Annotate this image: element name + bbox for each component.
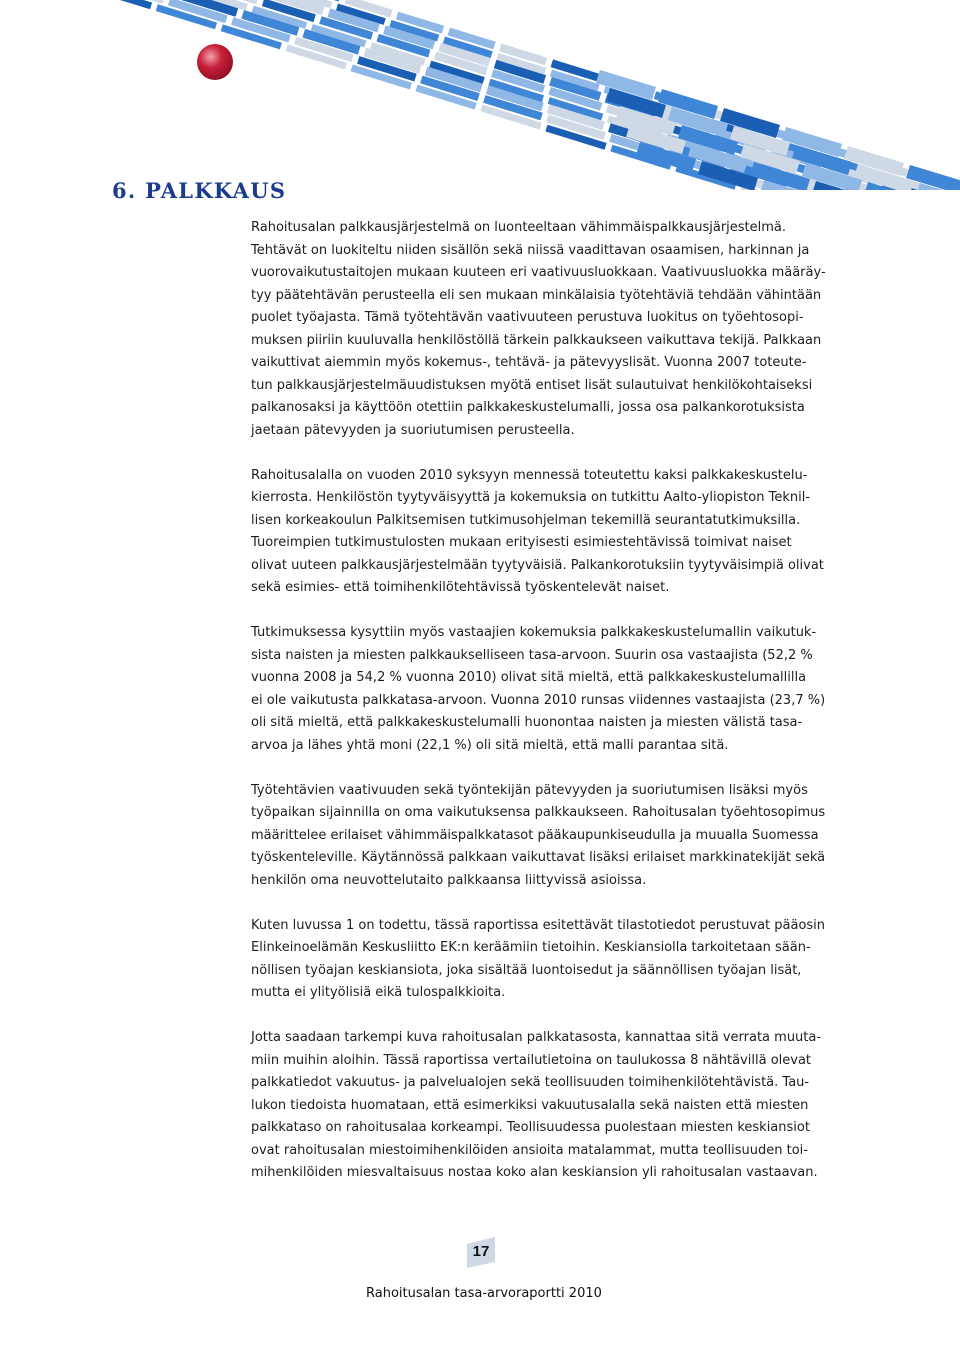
text-line: Rahoitusalalla on vuoden 2010 syksyyn mennessä toteutettu kaksi palkkakeskustelu- <box>251 467 808 483</box>
text-line: mihenkilöiden miesvaltaisuus nostaa koko alan keskiansion yli rahoitusalan vastaavan. <box>251 1165 818 1180</box>
page-number <box>464 1235 498 1269</box>
text-line: sekä esimies- että toimihenkilötehtävissä työskentelevät naiset. <box>251 580 670 595</box>
text-line: tyy päätehtävän perusteella eli sen mukaan minkälaisia työtehtäviä tehdään vähintään <box>251 287 822 303</box>
text-line: vuorovaikutustaitojen mukaan kuuteen eri vaativuusluokkaan. Vaativuusluokka määräy- <box>251 265 826 280</box>
text-line: jaetaan pätevyyden ja suoriutumisen perusteella. <box>251 422 575 438</box>
text-line: miin muihin aloihin. Tässä raportissa vertailutietoina on taulukossa 8 nähtävillä olevat <box>251 1052 812 1068</box>
text-line: palkkataso on rahoitusalaa korkeampi. Teollisuudessa puolestaan miesten keskiansiot <box>251 1120 810 1135</box>
text-line: työpaikan sijainnilla on oma vaikutuksensa palkkaukseen. Rahoitusalan työehtosopimus <box>251 805 826 820</box>
text-line: ovat rahoitusalan miestoimihenkilöiden ansioita matalammat, mutta teollisuuden toi- <box>251 1142 808 1158</box>
text-line: Rahoitusalan palkkausjärjestelmä on luonteeltaan vähimmäispalkkausjärjestelmä. <box>251 220 787 235</box>
banner-tile <box>91 0 152 9</box>
text-line: olivat uuteen palkkausjärjestelmään tyytyväisiä. Palkankorotuksiin tyytyväisimpiä olivat <box>251 557 824 573</box>
red-ball <box>197 44 233 80</box>
text-line: muksen piiriin kuuluvalla henkilöstöllä tärkein palkkaukseen vaikuttava tekijä. Palkkaan <box>251 332 822 348</box>
text-line: työskenteleville. Käytännössä palkkaan vaikuttavat lisäksi erilaiset markkinatekijät sekä <box>251 850 826 865</box>
text-line: sista naisten ja miesten palkkaukselliseen tasa-arvoon. Suurin osa vastaajista (52,2 % <box>251 647 813 663</box>
text-line: nöllisen työajan keskiansiota, joka sisältää luontoisedut ja säännöllisen työajan lisät, <box>251 962 802 978</box>
paragraph <box>251 622 843 757</box>
text-line: Tehtävät on luokiteltu niiden sisällön sekä niissä vaadittavan osaamisen, harkinnan ja <box>251 242 810 258</box>
text-line: kierrosta. Henkilöstön tyytyväisyyttä ja kokemuksia on tutkittu Aalto-yliopiston Teknil- <box>251 490 811 505</box>
text-line: ei ole vaikutusta palkkatasa-arvoon. Vuonna 2010 runsas viidennes vastaajista (23,7 %) <box>251 692 826 708</box>
text-line: lisen korkeakoulun Palkitsemisen tutkimusohjelman tekemillä seurantatutkimuksilla. <box>251 512 801 528</box>
text-line: Tuoreimpien tutkimustulosten mukaan erityisesti esimiestehtävissä toimivat naiset <box>251 535 792 550</box>
text-line: määrittelee erilaiset vähimmäispalkkatasot pääkaupunkiseudulla ja muualla Suomessa <box>251 827 819 843</box>
text-line: Jotta saadaan tarkempi kuva rahoitusalan palkkatasosta, kannattaa sitä verrata muuta- <box>251 1030 822 1045</box>
text-line: tun palkkausjärjestelmäuudistuksen myötä entiset lisät sulautuivat henkilökohtaiseksi <box>251 377 813 393</box>
paragraph <box>251 1027 843 1185</box>
text-line: palkanosaksi ja käyttöön otettiin palkkakeskustelumalli, jossa osa palkankorotuksista <box>251 400 805 415</box>
paragraph <box>251 217 843 442</box>
paragraph <box>251 465 843 600</box>
decorative-banner <box>0 0 960 190</box>
text-line: henkilön oma neuvottelutaito palkkaansa liittyvissä asioissa. <box>251 872 647 888</box>
text-line: Työtehtävien vaativuuden sekä työntekijän pätevyyden ja suoriutumisen lisäksi myös <box>251 782 808 798</box>
body-text <box>251 217 843 1207</box>
text-line: mutta ei ylityölisiä eikä tulospalkkioita. <box>251 985 506 1000</box>
text-line: Kuten luvussa 1 on todettu, tässä raportissa esitettävät tilastotiedot perustuvat pääosin <box>251 917 826 933</box>
text-line: vuonna 2008 ja 54,2 % vuonna 2010) olivat sitä mieltä, että palkkakeskustelumallilla <box>251 670 807 685</box>
text-line: arvoa ja lähes yhtä moni (22,1 %) oli sitä mieltä, että malli parantaa sitä. <box>251 737 729 753</box>
text-line: puolet työajasta. Tämä työtehtävän vaativuuteen perustuva luokitus on työehtosopi- <box>251 310 804 325</box>
text-line: oli sitä mieltä, että palkkakeskustelumalli huonontaa naisten ja miesten välistä tasa- <box>251 715 803 730</box>
footer-title: Rahoitusalan tasa-arvoraportti 2010 <box>366 1286 602 1301</box>
text-line: vaikuttivat aiemmin myös kokemus-, tehtävä- ja pätevyyslisät. Vuonna 2007 toteute- <box>251 355 807 370</box>
text-line: lukon tiedoista huomataan, että esimerkiksi vakuutusalalla sekä naisten että miesten <box>251 1097 809 1113</box>
paragraph <box>251 915 843 1005</box>
text-line: Elinkeinoelämän Keskusliitto EK:n keräämiin tietoihin. Keskiansiolla tarkoitetaan sään- <box>251 940 811 955</box>
paragraph <box>251 780 843 893</box>
text-line: palkkatiedot vakuutus- ja palvelualojen sekä teollisuuden toimihenkilötehtävistä. Tau- <box>251 1075 810 1090</box>
page-number-text: 17 <box>472 1243 490 1260</box>
section-heading: 6. PALKKAUS <box>112 178 287 203</box>
text-line: Tutkimuksessa kysyttiin myös vastaajien kokemuksia palkkakeskustelumallin vaikutuk- <box>251 625 817 640</box>
